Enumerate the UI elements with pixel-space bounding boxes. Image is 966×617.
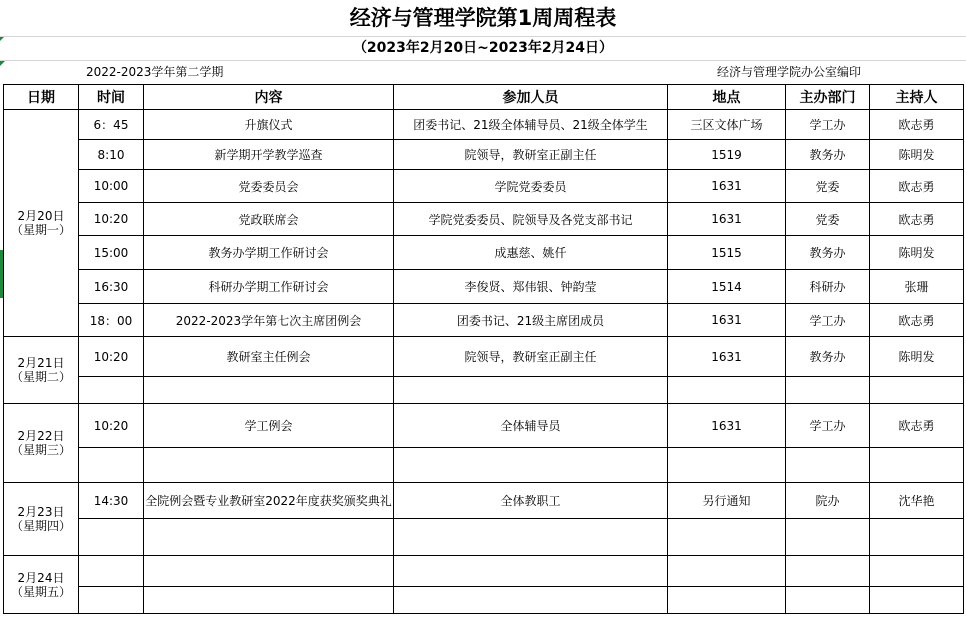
host-cell: 欧志勇 [870, 404, 964, 448]
location-cell [668, 448, 786, 483]
time-cell: 14:30 [79, 483, 144, 519]
header-content: 内容 [144, 85, 394, 110]
table-row [4, 304, 964, 337]
host-cell [870, 519, 964, 556]
department-cell [786, 587, 870, 614]
weekday-label: （星期三） [10, 443, 71, 457]
date-cell [4, 483, 79, 556]
department-cell: 教务办 [786, 337, 870, 377]
date-range-subtitle: （2023年2月20日~2023年2月24日） [0, 36, 966, 61]
location-cell [668, 377, 786, 404]
time-cell: 18：00 [79, 304, 144, 337]
department-cell [786, 556, 870, 587]
location-cell [668, 556, 786, 587]
department-cell: 党委 [786, 203, 870, 236]
host-cell: 张珊 [870, 270, 964, 304]
content-cell: 全院例会暨专业教研室2022年度获奖颁奖典礼 [144, 483, 394, 519]
participants-cell: 学院党委委员 [394, 170, 668, 203]
table-row [4, 170, 964, 203]
location-cell [668, 519, 786, 556]
date-cell [4, 404, 79, 483]
location-cell [668, 587, 786, 614]
schedule-table [3, 84, 964, 614]
participants-cell [394, 519, 668, 556]
department-cell: 教务办 [786, 236, 870, 270]
table-row [4, 519, 964, 556]
time-cell: 10:20 [79, 337, 144, 377]
department-cell [786, 448, 870, 483]
participants-cell: 团委书记、21级主席团成员 [394, 304, 668, 337]
time-cell [79, 519, 144, 556]
host-cell: 陈明发 [870, 236, 964, 270]
host-cell: 沈华艳 [870, 483, 964, 519]
content-cell [144, 587, 394, 614]
participants-cell [394, 377, 668, 404]
time-cell: 8:10 [79, 140, 144, 170]
participants-cell: 全体辅导员 [394, 404, 668, 448]
time-cell: 10:00 [79, 170, 144, 203]
host-cell: 陈明发 [870, 337, 964, 377]
content-cell: 科研办学期工作研讨会 [144, 270, 394, 304]
department-cell: 学工办 [786, 404, 870, 448]
date-label: 2月23日 [17, 505, 65, 519]
time-cell [79, 587, 144, 614]
participants-cell [394, 448, 668, 483]
participants-cell [394, 587, 668, 614]
host-cell: 欧志勇 [870, 304, 964, 337]
department-cell: 院办 [786, 483, 870, 519]
department-cell: 教务办 [786, 140, 870, 170]
host-cell: 欧志勇 [870, 203, 964, 236]
table-row [4, 337, 964, 377]
weekday-label: （星期四） [10, 519, 71, 533]
content-cell: 新学期开学教学巡查 [144, 140, 394, 170]
location-cell: 1515 [668, 236, 786, 270]
date-label: 2月21日 [17, 356, 65, 370]
location-cell: 1631 [668, 304, 786, 337]
weekday-label: （星期二） [10, 370, 71, 384]
participants-cell: 院领导，教研室正副主任 [394, 140, 668, 170]
table-row [4, 110, 964, 140]
location-cell: 1631 [668, 170, 786, 203]
content-cell: 党政联席会 [144, 203, 394, 236]
table-row [4, 448, 964, 483]
host-cell: 欧志勇 [870, 110, 964, 140]
host-cell [870, 377, 964, 404]
content-cell [144, 377, 394, 404]
weekday-label: （星期一） [10, 223, 71, 237]
table-row [4, 404, 964, 448]
content-cell: 学工例会 [144, 404, 394, 448]
editor-label: 经济与管理学院办公室编印 [717, 65, 862, 79]
page-title: 经济与管理学院第1周周程表 [0, 0, 966, 37]
department-cell: 学工办 [786, 110, 870, 140]
time-cell [79, 556, 144, 587]
header-date: 日期 [4, 85, 79, 110]
location-cell: 1631 [668, 404, 786, 448]
content-cell: 2022-2023学年第七次主席团例会 [144, 304, 394, 337]
date-label: 2月20日 [17, 209, 65, 223]
location-cell: 1519 [668, 140, 786, 170]
table-row [4, 483, 964, 519]
semester-label: 2022-2023学年第二学期 [86, 65, 224, 79]
participants-cell: 李俊贤、郑伟银、钟韵莹 [394, 270, 668, 304]
header-row [4, 85, 964, 110]
department-cell: 科研办 [786, 270, 870, 304]
host-cell [870, 448, 964, 483]
time-cell: 6：45 [79, 110, 144, 140]
time-cell [79, 377, 144, 404]
host-cell: 陈明发 [870, 140, 964, 170]
content-cell: 教研室主任例会 [144, 337, 394, 377]
table-row [4, 377, 964, 404]
participants-cell: 全体教职工 [394, 483, 668, 519]
time-cell: 10:20 [79, 203, 144, 236]
department-cell [786, 377, 870, 404]
content-cell [144, 519, 394, 556]
content-cell: 升旗仪式 [144, 110, 394, 140]
weekday-label: （星期五） [10, 584, 71, 599]
participants-cell: 团委书记、21级全体辅导员、21级全体学生 [394, 110, 668, 140]
time-cell: 10:20 [79, 404, 144, 448]
location-cell: 1514 [668, 270, 786, 304]
content-cell [144, 556, 394, 587]
table-row [4, 140, 964, 170]
participants-cell: 学院党委委员、院领导及各党支部书记 [394, 203, 668, 236]
location-cell: 三区文体广场 [668, 110, 786, 140]
participants-cell: 院领导，教研室正副主任 [394, 337, 668, 377]
time-cell: 16:30 [79, 270, 144, 304]
header-participants: 参加人员 [394, 85, 668, 110]
host-cell [870, 587, 964, 614]
table-row [4, 587, 964, 614]
table-row [4, 270, 964, 304]
date-label: 2月24日 [17, 570, 65, 585]
host-cell [870, 556, 964, 587]
header-department: 主办部门 [786, 85, 870, 110]
table-row [4, 236, 964, 270]
participants-cell [394, 556, 668, 587]
table-row [4, 203, 964, 236]
date-label: 2月22日 [17, 429, 65, 443]
time-cell [79, 448, 144, 483]
header-location: 地点 [668, 85, 786, 110]
info-bar [0, 61, 966, 84]
date-cell [4, 556, 79, 614]
header-time: 时间 [79, 85, 144, 110]
location-cell: 另行通知 [668, 483, 786, 519]
department-cell: 党委 [786, 170, 870, 203]
location-cell: 1631 [668, 337, 786, 377]
date-cell [4, 110, 79, 337]
content-cell [144, 448, 394, 483]
location-cell: 1631 [668, 203, 786, 236]
host-cell: 欧志勇 [870, 170, 964, 203]
content-cell: 教务办学期工作研讨会 [144, 236, 394, 270]
header-host: 主持人 [870, 85, 964, 110]
time-cell: 15:00 [79, 236, 144, 270]
schedule-body [4, 110, 964, 614]
date-cell [4, 337, 79, 404]
department-cell: 学工办 [786, 304, 870, 337]
table-row [4, 556, 964, 587]
content-cell: 党委委员会 [144, 170, 394, 203]
participants-cell: 成惠慈、姚仟 [394, 236, 668, 270]
department-cell [786, 519, 870, 556]
